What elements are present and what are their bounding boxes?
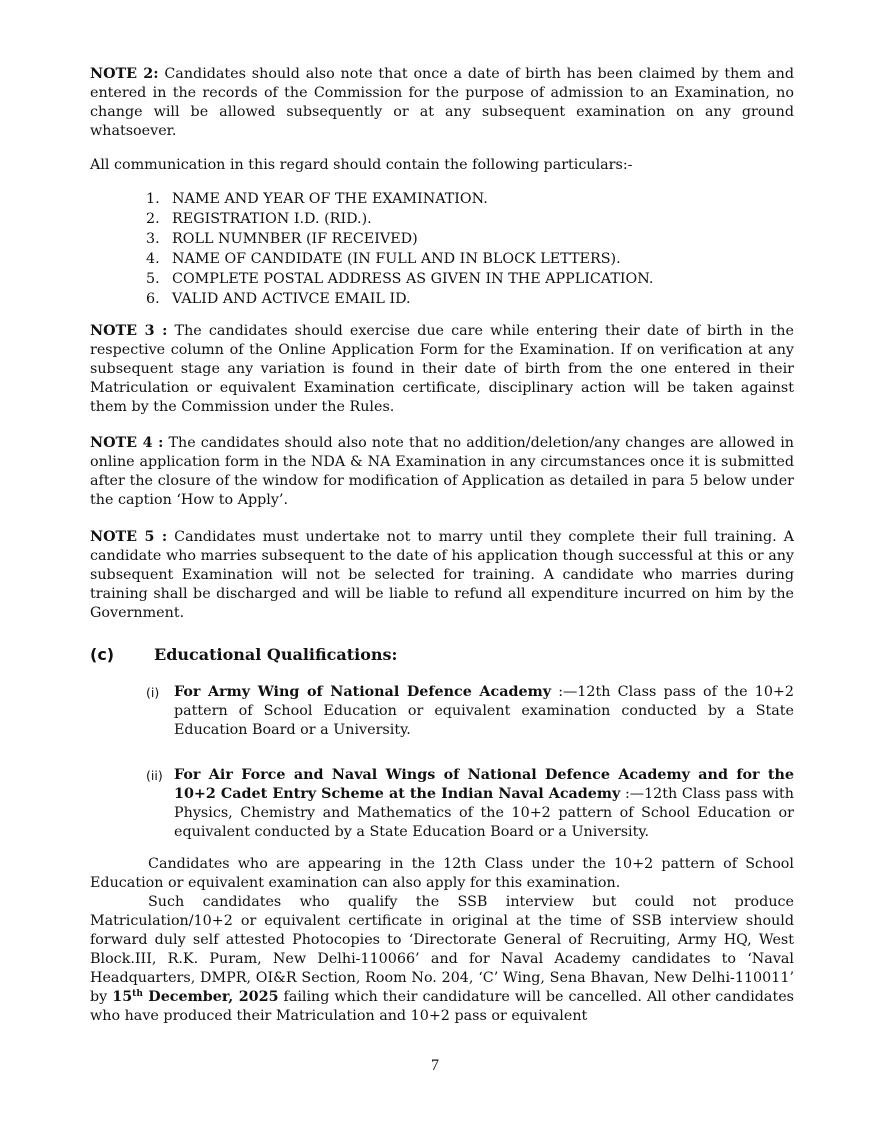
note-3 — [90, 322, 794, 417]
list-item — [146, 189, 653, 209]
ssb-text-1: Such candidates who qualify the SSB interview but could not produce Matriculation/10+2 or equivalent certificate in original at the time of SSB interview should forward duly self attested Photocopies to ‘Directorate General of Recruiting, Army HQ, West Block.III, R.K. Puram, New Delhi-110066’ and for Naval Academy candidates to ‘Naval Headquarters, DMPR, OI&R Section, Room No. 204, ‘C’ Wing, Sena Bhavan, New Delhi-110011’ by — [90, 894, 794, 1005]
roman-numeral: (i) — [146, 685, 160, 700]
qualification-army-heading: For Army Wing of National Defence Academy — [174, 684, 552, 700]
list-text: ROLL NUMNBER (IF RECEIVED) — [172, 231, 418, 247]
qualification-airforce-naval-text: :—12th Class pass with Physics, Chemistry and Mathematics of the 10+2 pattern of School Education or equivalent conducted by a State Education Board or a University. — [174, 786, 794, 840]
deadline-month-year: December, 2025 — [142, 989, 279, 1005]
note-3-text: The candidates should exercise due care while entering their date of birth in the respective column of the Online Application Form for the Examination. If on verification at any subsequent stage any variation is found in their date of birth from the one entered in their Matriculation or equivalent Examination certificate, disciplinary action will be taken against them by the Commission under the Rules. — [90, 323, 794, 415]
section-c-heading — [90, 645, 794, 667]
list-number: 2. — [146, 211, 160, 227]
page-number: 7 — [431, 1057, 439, 1074]
deadline-suffix: th — [132, 989, 143, 999]
note-5-label: NOTE 5 : — [90, 529, 168, 545]
list-text: NAME OF CANDIDATE (IN FULL AND IN BLOCK LETTERS). — [172, 251, 621, 267]
list-number: 6. — [146, 291, 160, 307]
qualification-army-text: :—12th Class pass of the 10+2 pattern of School Education or equivalent examination conducted by a State Education Board or a University. — [174, 684, 794, 738]
list-item — [146, 269, 653, 289]
section-letter: (c) — [90, 645, 115, 664]
section-title: Educational Qualifications: — [154, 645, 398, 664]
communication-intro: All communication in this regard should contain the following particulars:- — [90, 157, 633, 173]
deadline-day: 15 — [112, 989, 133, 1005]
note-2-text: Candidates should also note that once a date of birth has been claimed by them and entered in the records of the Commission for the purpose of admission to an Examination, no change will be allowed subsequently or at any subsequent examination on any ground whatsoever. — [90, 66, 795, 139]
list-text: REGISTRATION I.D. (RID.). — [172, 211, 372, 227]
note-5 — [90, 528, 794, 623]
list-number: 4. — [146, 251, 160, 267]
list-item — [146, 289, 653, 309]
note-3-label: NOTE 3 : — [90, 323, 168, 339]
qualification-airforce-naval — [146, 766, 794, 842]
list-text: NAME AND YEAR OF THE EXAMINATION. — [172, 191, 488, 207]
particulars-list — [146, 189, 653, 309]
qualification-airforce-naval-heading: For Air Force and Naval Wings of National Defence Academy and for the 10+2 Cadet Entry Scheme at the Indian Naval Academy — [174, 767, 794, 802]
list-item — [146, 229, 653, 249]
note-2 — [90, 65, 794, 141]
list-number: 1. — [146, 191, 160, 207]
ssb-text-2: failing which their candidature will be cancelled. All other candidates who have produced their Matriculation and 10+2 pass or equivalent — [90, 989, 794, 1024]
qualification-army — [146, 683, 794, 740]
list-number: 5. — [146, 271, 160, 287]
list-text: VALID AND ACTIVCE EMAIL ID. — [172, 291, 411, 307]
list-item — [146, 209, 653, 229]
note-4-text: The candidates should also note that no addition/deletion/any changes are allowed in online application form in the NDA & NA Examination in any circumstances once it is submitted after the closure of the window for modification of Application as detailed in para 5 below under the caption ‘How to Apply’. — [90, 435, 794, 508]
list-item — [146, 249, 653, 269]
note-2-label: NOTE 2: — [90, 66, 159, 82]
roman-numeral: (ii) — [146, 768, 163, 783]
note-5-text: Candidates must undertake not to marry until they complete their full training. A candidate who marries subsequent to the date of his application though successful at this or any subsequent Examination will not be selected for training. A candidate who marries during training shall be discharged and will be liable to refund all expenditure incurred on him by the Government. — [90, 529, 794, 621]
deadline-date — [112, 989, 278, 1005]
note-4 — [90, 434, 794, 510]
ssb-instructions — [90, 893, 794, 1026]
list-number: 3. — [146, 231, 160, 247]
appearing-candidates: Candidates who are appearing in the 12th Class under the 10+2 pattern of School Education or equivalent examination can also apply for this examination. — [90, 856, 794, 891]
list-text: COMPLETE POSTAL ADDRESS AS GIVEN IN THE APPLICATION. — [172, 271, 654, 287]
note-4-label: NOTE 4 : — [90, 435, 164, 451]
